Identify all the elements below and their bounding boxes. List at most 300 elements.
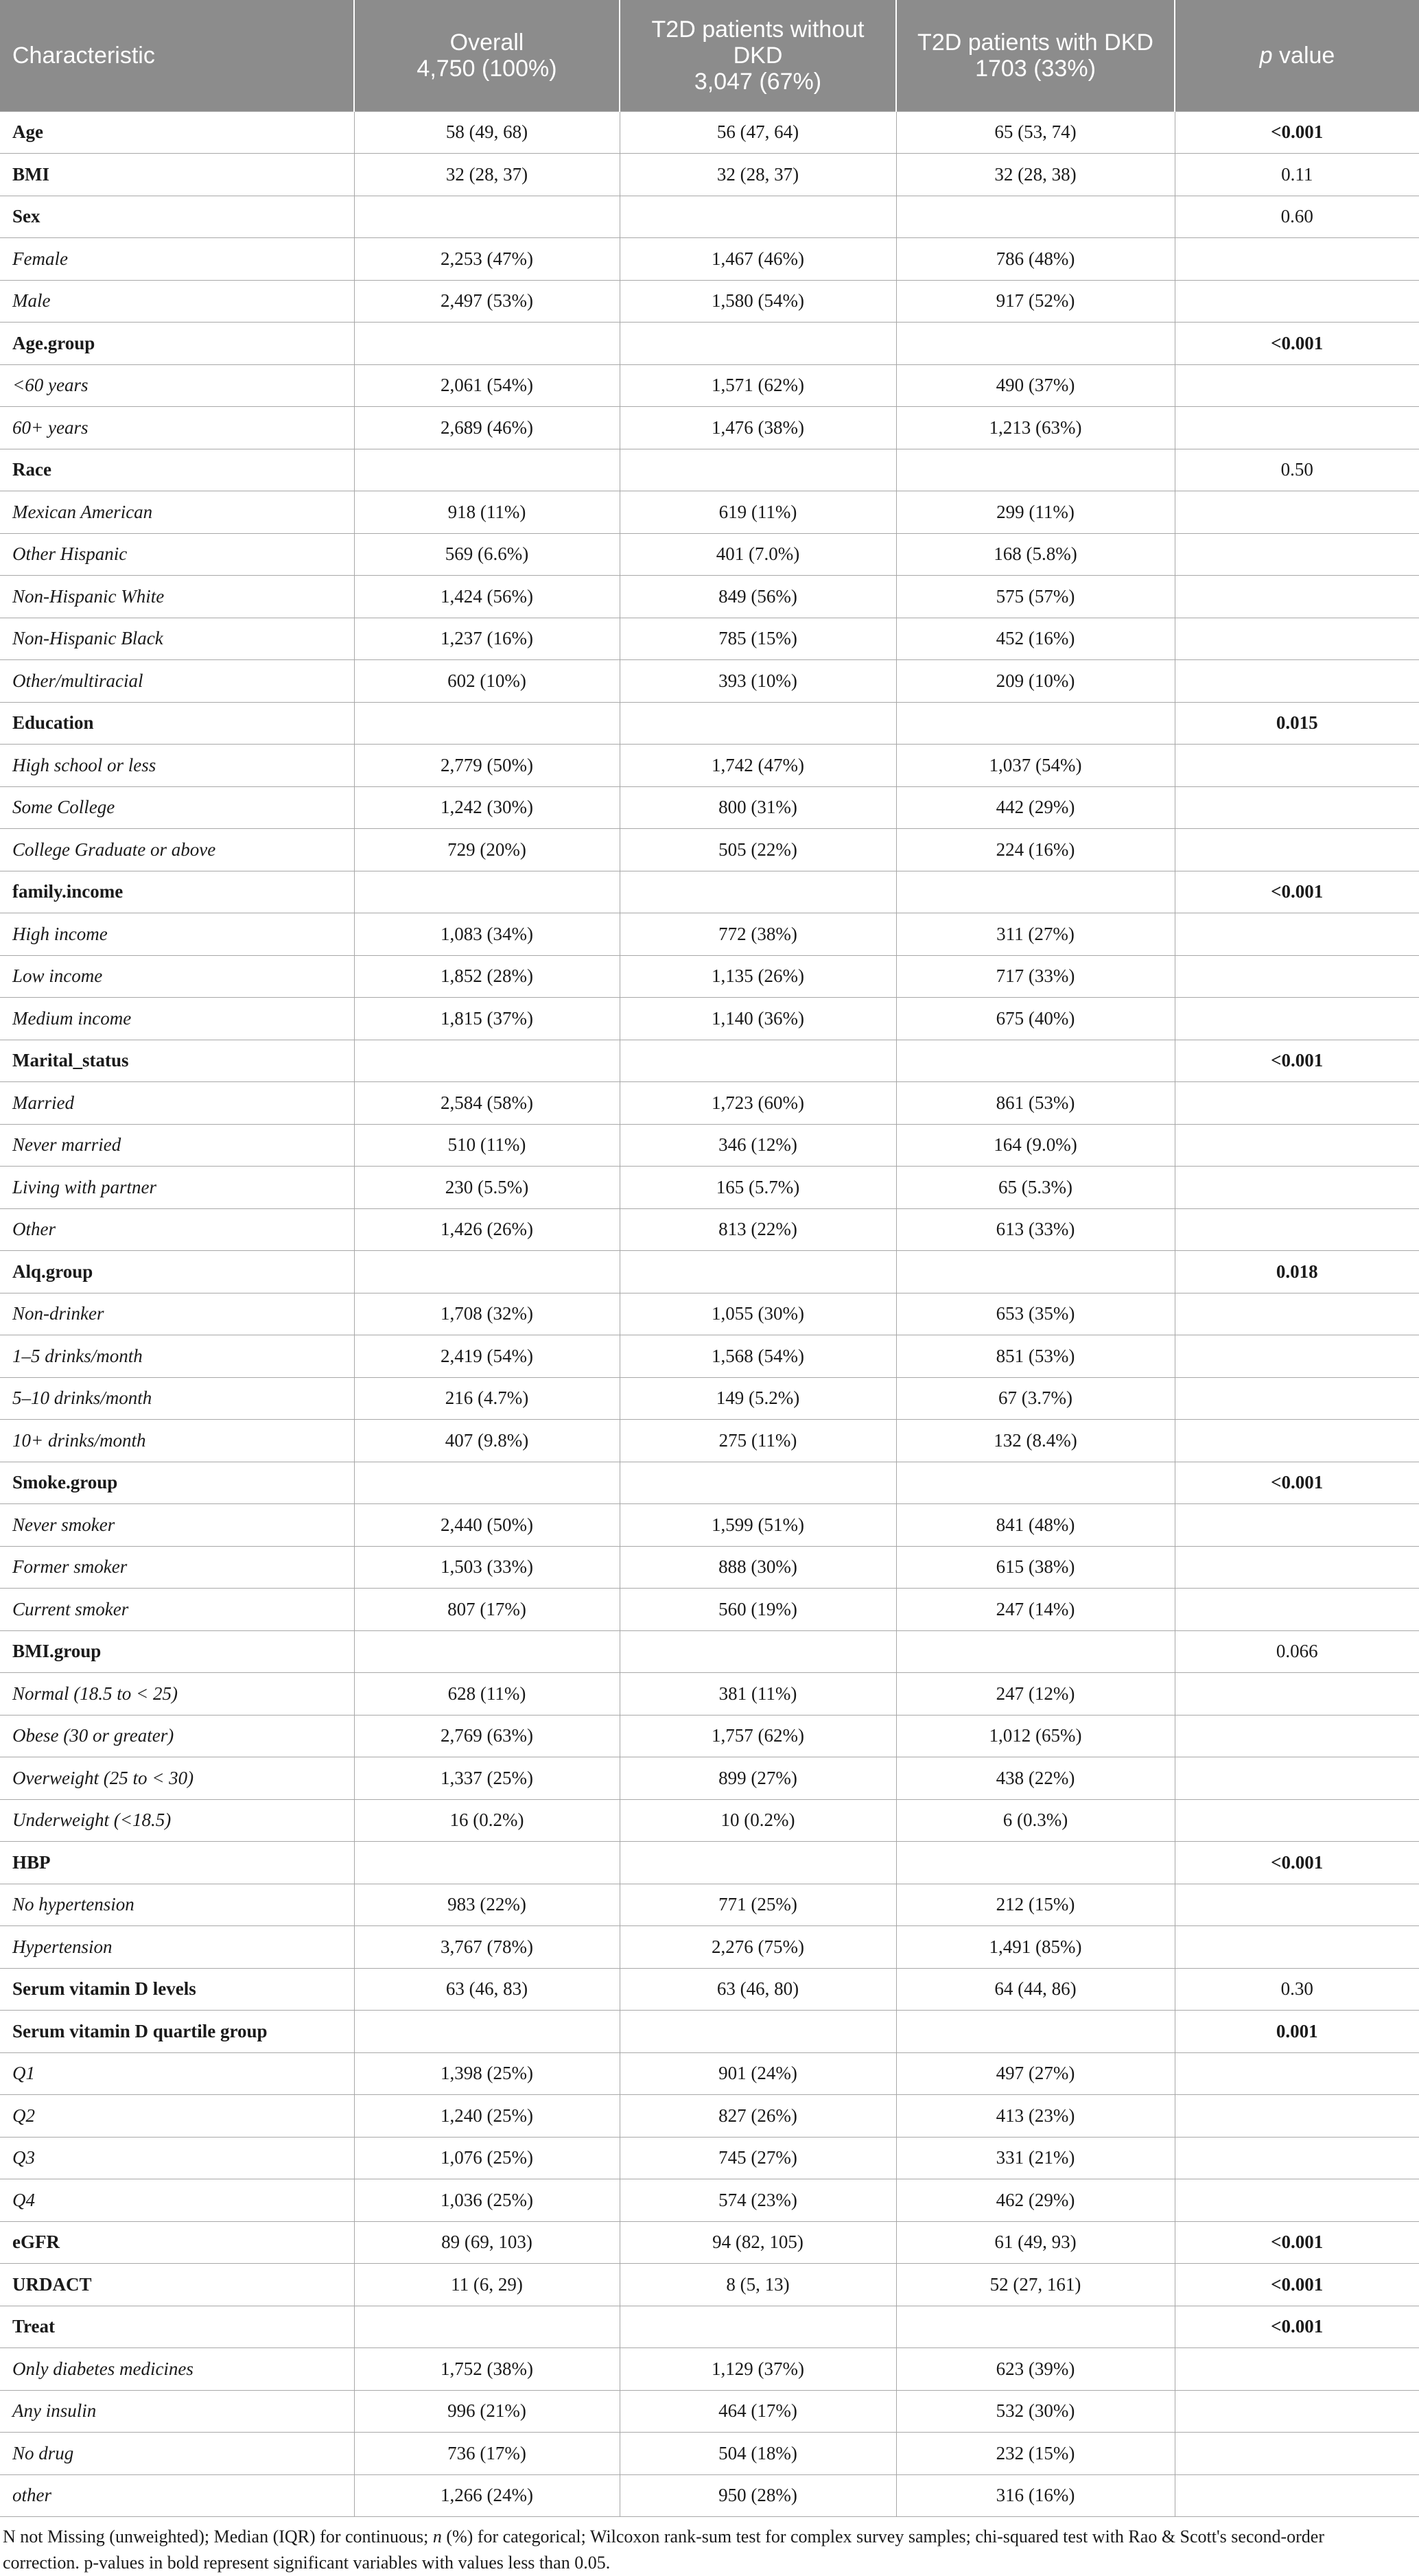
cell-without-dkd: 772 (38%)	[620, 913, 896, 956]
table-row	[0, 955, 1419, 998]
cell-p-value: <0.001	[1175, 2264, 1419, 2306]
table-row	[0, 1799, 1419, 1842]
cell-overall: 1,752 (38%)	[354, 2348, 620, 2391]
cell-p-value	[1175, 2433, 1419, 2475]
cell-without-dkd: 560 (19%)	[620, 1589, 896, 1631]
table-row	[0, 1884, 1419, 1926]
cell-without-dkd	[620, 2011, 896, 2053]
cell-with-dkd: 132 (8.4%)	[896, 1420, 1175, 1462]
cell-p-value	[1175, 2390, 1419, 2433]
table-body	[0, 111, 1419, 2517]
table-row	[0, 871, 1419, 913]
cell-overall: 2,253 (47%)	[354, 238, 620, 281]
cell-overall: 1,237 (16%)	[354, 618, 620, 660]
cell-with-dkd: 442 (29%)	[896, 786, 1175, 829]
cell-characteristic: High school or less	[0, 745, 354, 787]
cell-overall: 2,061 (54%)	[354, 364, 620, 407]
table-row	[0, 2137, 1419, 2179]
cell-without-dkd: 401 (7.0%)	[620, 533, 896, 576]
cell-with-dkd: 497 (27%)	[896, 2052, 1175, 2095]
cell-without-dkd: 785 (15%)	[620, 618, 896, 660]
table-row	[0, 1842, 1419, 1884]
cell-without-dkd: 1,568 (54%)	[620, 1335, 896, 1378]
header-overall: Overall 4,750 (100%)	[354, 0, 620, 111]
cell-p-value	[1175, 1884, 1419, 1926]
cell-overall: 58 (49, 68)	[354, 111, 620, 154]
cell-without-dkd	[620, 196, 896, 238]
cell-with-dkd	[896, 871, 1175, 913]
table-row	[0, 829, 1419, 871]
cell-p-value	[1175, 407, 1419, 449]
table-row	[0, 2348, 1419, 2391]
cell-characteristic: Some College	[0, 786, 354, 829]
cell-with-dkd: 164 (9.0%)	[896, 1124, 1175, 1167]
cell-overall: 1,852 (28%)	[354, 955, 620, 998]
cell-p-value: <0.001	[1175, 2221, 1419, 2264]
cell-with-dkd: 490 (37%)	[896, 364, 1175, 407]
cell-overall: 918 (11%)	[354, 491, 620, 534]
cell-overall: 1,503 (33%)	[354, 1546, 620, 1589]
cell-without-dkd: 1,757 (62%)	[620, 1715, 896, 1757]
cell-overall: 216 (4.7%)	[354, 1377, 620, 1420]
cell-with-dkd: 786 (48%)	[896, 238, 1175, 281]
table-row	[0, 1082, 1419, 1125]
cell-overall: 63 (46, 83)	[354, 1968, 620, 2011]
cell-characteristic: 10+ drinks/month	[0, 1420, 354, 1462]
cell-with-dkd	[896, 2011, 1175, 2053]
cell-without-dkd	[620, 1842, 896, 1884]
cell-without-dkd: 165 (5.7%)	[620, 1167, 896, 1209]
cell-characteristic: Q1	[0, 2052, 354, 2095]
cell-overall: 2,440 (50%)	[354, 1504, 620, 1547]
cell-p-value	[1175, 913, 1419, 956]
cell-characteristic: URDACT	[0, 2264, 354, 2306]
cell-without-dkd: 1,742 (47%)	[620, 745, 896, 787]
footnote-line-2: correction. p-values in bold represent significant variables with values less than 0.05.	[3, 2553, 611, 2573]
cell-without-dkd	[620, 1040, 896, 1082]
table-row	[0, 745, 1419, 787]
cell-without-dkd: 1,571 (62%)	[620, 364, 896, 407]
cell-without-dkd	[620, 1462, 896, 1504]
cell-characteristic: College Graduate or above	[0, 829, 354, 871]
cell-without-dkd: 800 (31%)	[620, 786, 896, 829]
cell-characteristic: 60+ years	[0, 407, 354, 449]
cell-with-dkd: 331 (21%)	[896, 2137, 1175, 2179]
table-row	[0, 280, 1419, 323]
cell-p-value: 0.066	[1175, 1630, 1419, 1673]
cell-overall	[354, 1251, 620, 1293]
cell-overall	[354, 2306, 620, 2348]
footnote-line-1: N not Missing (unweighted); Median (IQR) for continuous; n (%) for categorical; Wilcoxon rank-sum test for complex survey samples; chi-squared test with Rao & Scott's second-order	[3, 2527, 1324, 2546]
table-row	[0, 1673, 1419, 1716]
cell-characteristic: Obese (30 or greater)	[0, 1715, 354, 1757]
table-row	[0, 1377, 1419, 1420]
cell-p-value	[1175, 1124, 1419, 1167]
cell-characteristic: Other Hispanic	[0, 533, 354, 576]
cell-overall: 32 (28, 37)	[354, 154, 620, 196]
cell-characteristic: Education	[0, 702, 354, 745]
cell-with-dkd	[896, 1040, 1175, 1082]
cell-without-dkd: 888 (30%)	[620, 1546, 896, 1589]
table-row	[0, 1462, 1419, 1504]
table-row	[0, 913, 1419, 956]
cell-without-dkd: 381 (11%)	[620, 1673, 896, 1716]
cell-with-dkd: 675 (40%)	[896, 998, 1175, 1040]
cell-without-dkd: 393 (10%)	[620, 660, 896, 703]
cell-p-value	[1175, 2179, 1419, 2222]
cell-p-value	[1175, 2348, 1419, 2391]
cell-without-dkd	[620, 871, 896, 913]
cell-overall	[354, 449, 620, 491]
cell-p-value	[1175, 955, 1419, 998]
cell-without-dkd: 813 (22%)	[620, 1208, 896, 1251]
cell-with-dkd: 61 (49, 93)	[896, 2221, 1175, 2264]
cell-with-dkd	[896, 1251, 1175, 1293]
cell-overall: 407 (9.8%)	[354, 1420, 620, 1462]
cell-p-value	[1175, 1673, 1419, 1716]
cell-overall: 983 (22%)	[354, 1884, 620, 1926]
cell-with-dkd: 32 (28, 38)	[896, 154, 1175, 196]
cell-p-value	[1175, 745, 1419, 787]
header-without-dkd: T2D patients without DKD 3,047 (67%)	[620, 0, 896, 111]
table-row	[0, 1630, 1419, 1673]
cell-without-dkd: 950 (28%)	[620, 2474, 896, 2517]
cell-p-value	[1175, 1926, 1419, 1969]
cell-with-dkd	[896, 449, 1175, 491]
cell-without-dkd: 1,580 (54%)	[620, 280, 896, 323]
cell-without-dkd: 505 (22%)	[620, 829, 896, 871]
cell-characteristic: Mexican American	[0, 491, 354, 534]
cell-without-dkd: 464 (17%)	[620, 2390, 896, 2433]
cell-characteristic: No drug	[0, 2433, 354, 2475]
cell-overall: 807 (17%)	[354, 1589, 620, 1631]
cell-p-value	[1175, 998, 1419, 1040]
table-row	[0, 1251, 1419, 1293]
cell-p-value	[1175, 1335, 1419, 1378]
cell-characteristic: Race	[0, 449, 354, 491]
table-row	[0, 1420, 1419, 1462]
cell-p-value	[1175, 1589, 1419, 1631]
cell-overall: 2,769 (63%)	[354, 1715, 620, 1757]
cell-characteristic: Q2	[0, 2095, 354, 2138]
cell-overall: 1,240 (25%)	[354, 2095, 620, 2138]
cell-overall: 16 (0.2%)	[354, 1799, 620, 1842]
cell-without-dkd: 849 (56%)	[620, 576, 896, 618]
table-row	[0, 1335, 1419, 1378]
cell-without-dkd: 1,129 (37%)	[620, 2348, 896, 2391]
table-row	[0, 1757, 1419, 1800]
table-row	[0, 2221, 1419, 2264]
cell-without-dkd: 63 (46, 80)	[620, 1968, 896, 2011]
cell-p-value: <0.001	[1175, 111, 1419, 154]
cell-without-dkd: 1,476 (38%)	[620, 407, 896, 449]
cell-without-dkd	[620, 702, 896, 745]
cell-p-value	[1175, 2474, 1419, 2517]
cell-characteristic: 5–10 drinks/month	[0, 1377, 354, 1420]
cell-overall: 510 (11%)	[354, 1124, 620, 1167]
cell-with-dkd: 613 (33%)	[896, 1208, 1175, 1251]
table-row	[0, 449, 1419, 491]
cell-without-dkd	[620, 449, 896, 491]
table-row	[0, 364, 1419, 407]
cell-characteristic: Living with partner	[0, 1167, 354, 1209]
cell-without-dkd	[620, 2306, 896, 2348]
cell-p-value	[1175, 1757, 1419, 1800]
cell-p-value: 0.11	[1175, 154, 1419, 196]
table-row	[0, 1968, 1419, 2011]
table-row	[0, 702, 1419, 745]
cell-with-dkd: 717 (33%)	[896, 955, 1175, 998]
cell-overall: 602 (10%)	[354, 660, 620, 703]
cell-p-value	[1175, 1546, 1419, 1589]
table-row	[0, 618, 1419, 660]
cell-characteristic: Marital_status	[0, 1040, 354, 1082]
cell-with-dkd	[896, 1462, 1175, 1504]
cell-overall: 1,083 (34%)	[354, 913, 620, 956]
table-row	[0, 2433, 1419, 2475]
cell-characteristic: family.income	[0, 871, 354, 913]
cell-without-dkd: 827 (26%)	[620, 2095, 896, 2138]
cell-p-value	[1175, 491, 1419, 534]
cell-with-dkd: 1,491 (85%)	[896, 1926, 1175, 1969]
cell-characteristic: High income	[0, 913, 354, 956]
cell-overall: 569 (6.6%)	[354, 533, 620, 576]
cell-without-dkd: 504 (18%)	[620, 2433, 896, 2475]
cell-characteristic: Smoke.group	[0, 1462, 354, 1504]
cell-overall	[354, 871, 620, 913]
cell-characteristic: <60 years	[0, 364, 354, 407]
cell-p-value	[1175, 1504, 1419, 1547]
cell-with-dkd	[896, 323, 1175, 365]
cell-without-dkd: 901 (24%)	[620, 2052, 896, 2095]
cell-with-dkd: 438 (22%)	[896, 1757, 1175, 1800]
cell-characteristic: Serum vitamin D levels	[0, 1968, 354, 2011]
cell-p-value	[1175, 280, 1419, 323]
table-row	[0, 1926, 1419, 1969]
cell-characteristic: Former smoker	[0, 1546, 354, 1589]
cell-characteristic: Married	[0, 1082, 354, 1125]
cell-with-dkd: 316 (16%)	[896, 2474, 1175, 2517]
cell-with-dkd	[896, 196, 1175, 238]
table-row	[0, 2306, 1419, 2348]
cell-with-dkd	[896, 1630, 1175, 1673]
cell-without-dkd	[620, 323, 896, 365]
cell-characteristic: Female	[0, 238, 354, 281]
cell-p-value: <0.001	[1175, 1462, 1419, 1504]
table-row	[0, 111, 1419, 154]
cell-overall: 2,497 (53%)	[354, 280, 620, 323]
cell-without-dkd: 1,055 (30%)	[620, 1293, 896, 1335]
cell-p-value: <0.001	[1175, 323, 1419, 365]
table-row	[0, 1208, 1419, 1251]
cell-overall	[354, 2011, 620, 2053]
cell-without-dkd: 2,276 (75%)	[620, 1926, 896, 1969]
cell-with-dkd: 1,213 (63%)	[896, 407, 1175, 449]
cell-p-value: 0.60	[1175, 196, 1419, 238]
cell-overall: 1,426 (26%)	[354, 1208, 620, 1251]
cell-characteristic: Non-Hispanic White	[0, 576, 354, 618]
table-row	[0, 1589, 1419, 1631]
cell-overall: 1,815 (37%)	[354, 998, 620, 1040]
cell-without-dkd: 8 (5, 13)	[620, 2264, 896, 2306]
cell-p-value: 0.018	[1175, 1251, 1419, 1293]
table-row	[0, 998, 1419, 1040]
cell-p-value	[1175, 238, 1419, 281]
cell-characteristic: Q3	[0, 2137, 354, 2179]
table-row	[0, 1546, 1419, 1589]
cell-characteristic: Normal (18.5 to < 25)	[0, 1673, 354, 1716]
cell-p-value: 0.001	[1175, 2011, 1419, 2053]
cell-characteristic: Treat	[0, 2306, 354, 2348]
cell-overall	[354, 1462, 620, 1504]
table-row	[0, 786, 1419, 829]
cell-with-dkd: 212 (15%)	[896, 1884, 1175, 1926]
table-row	[0, 238, 1419, 281]
cell-characteristic: BMI	[0, 154, 354, 196]
cell-without-dkd: 574 (23%)	[620, 2179, 896, 2222]
cell-characteristic: Any insulin	[0, 2390, 354, 2433]
cell-overall	[354, 323, 620, 365]
cell-without-dkd: 745 (27%)	[620, 2137, 896, 2179]
cell-overall: 1,266 (24%)	[354, 2474, 620, 2517]
cell-with-dkd: 452 (16%)	[896, 618, 1175, 660]
cell-p-value: 0.30	[1175, 1968, 1419, 2011]
cell-characteristic: Male	[0, 280, 354, 323]
cell-p-value	[1175, 1377, 1419, 1420]
cell-characteristic: Low income	[0, 955, 354, 998]
cell-p-value	[1175, 1208, 1419, 1251]
header-characteristic: Characteristic	[0, 0, 354, 111]
cell-p-value	[1175, 618, 1419, 660]
cell-overall	[354, 1040, 620, 1082]
cell-with-dkd: 247 (14%)	[896, 1589, 1175, 1631]
cell-characteristic: Non-drinker	[0, 1293, 354, 1335]
cell-without-dkd: 149 (5.2%)	[620, 1377, 896, 1420]
cell-p-value: <0.001	[1175, 2306, 1419, 2348]
cell-p-value	[1175, 660, 1419, 703]
cell-with-dkd: 67 (3.7%)	[896, 1377, 1175, 1420]
cell-p-value	[1175, 1082, 1419, 1125]
cell-characteristic: Sex	[0, 196, 354, 238]
cell-overall: 230 (5.5%)	[354, 1167, 620, 1209]
cell-p-value: 0.50	[1175, 449, 1419, 491]
cell-characteristic: Serum vitamin D quartile group	[0, 2011, 354, 2053]
table-row	[0, 2179, 1419, 2222]
cell-p-value	[1175, 1293, 1419, 1335]
cell-with-dkd: 232 (15%)	[896, 2433, 1175, 2475]
cell-without-dkd: 1,723 (60%)	[620, 1082, 896, 1125]
cell-overall: 89 (69, 103)	[354, 2221, 620, 2264]
cell-with-dkd: 52 (27, 161)	[896, 2264, 1175, 2306]
cell-characteristic: BMI.group	[0, 1630, 354, 1673]
table-row	[0, 660, 1419, 703]
cell-p-value	[1175, 2052, 1419, 2095]
table-row	[0, 1167, 1419, 1209]
cell-with-dkd: 1,012 (65%)	[896, 1715, 1175, 1757]
cell-p-value	[1175, 786, 1419, 829]
cell-without-dkd: 10 (0.2%)	[620, 1799, 896, 1842]
cell-p-value	[1175, 2095, 1419, 2138]
cell-characteristic: Never married	[0, 1124, 354, 1167]
cell-with-dkd: 209 (10%)	[896, 660, 1175, 703]
cell-overall: 1,398 (25%)	[354, 2052, 620, 2095]
cell-p-value	[1175, 1420, 1419, 1462]
table-row	[0, 2011, 1419, 2053]
header-with-dkd: T2D patients with DKD 1703 (33%)	[896, 0, 1175, 111]
table-row	[0, 2095, 1419, 2138]
cell-overall: 729 (20%)	[354, 829, 620, 871]
cell-overall: 1,337 (25%)	[354, 1757, 620, 1800]
cell-without-dkd: 275 (11%)	[620, 1420, 896, 1462]
cell-with-dkd: 224 (16%)	[896, 829, 1175, 871]
table-row	[0, 2264, 1419, 2306]
table-row	[0, 1293, 1419, 1335]
cell-with-dkd: 575 (57%)	[896, 576, 1175, 618]
table-header-row	[0, 0, 1419, 111]
cell-p-value	[1175, 576, 1419, 618]
cell-characteristic: Never smoker	[0, 1504, 354, 1547]
cell-overall: 2,689 (46%)	[354, 407, 620, 449]
cell-p-value: <0.001	[1175, 871, 1419, 913]
cell-overall: 1,424 (56%)	[354, 576, 620, 618]
cell-with-dkd: 65 (5.3%)	[896, 1167, 1175, 1209]
cell-with-dkd: 64 (44, 86)	[896, 1968, 1175, 2011]
cell-overall: 1,708 (32%)	[354, 1293, 620, 1335]
cell-overall: 2,584 (58%)	[354, 1082, 620, 1125]
cell-characteristic: Non-Hispanic Black	[0, 618, 354, 660]
cell-characteristic: Underweight (<18.5)	[0, 1799, 354, 1842]
cell-p-value	[1175, 533, 1419, 576]
cell-overall	[354, 1842, 620, 1884]
cell-p-value	[1175, 1715, 1419, 1757]
cell-without-dkd: 94 (82, 105)	[620, 2221, 896, 2264]
cell-with-dkd: 413 (23%)	[896, 2095, 1175, 2138]
table-row	[0, 1715, 1419, 1757]
table-row	[0, 491, 1419, 534]
cell-with-dkd: 462 (29%)	[896, 2179, 1175, 2222]
cell-characteristic: Alq.group	[0, 1251, 354, 1293]
cell-p-value: 0.015	[1175, 702, 1419, 745]
table-row	[0, 407, 1419, 449]
cell-overall	[354, 196, 620, 238]
table-row	[0, 323, 1419, 365]
cell-without-dkd: 56 (47, 64)	[620, 111, 896, 154]
table-row	[0, 2052, 1419, 2095]
table-row	[0, 576, 1419, 618]
cell-characteristic: Current smoker	[0, 1589, 354, 1631]
cell-overall: 996 (21%)	[354, 2390, 620, 2433]
cell-without-dkd	[620, 1630, 896, 1673]
cell-with-dkd: 311 (27%)	[896, 913, 1175, 956]
cell-with-dkd: 917 (52%)	[896, 280, 1175, 323]
cell-characteristic: Age	[0, 111, 354, 154]
cell-without-dkd: 32 (28, 37)	[620, 154, 896, 196]
cell-characteristic: 1–5 drinks/month	[0, 1335, 354, 1378]
cell-overall: 1,242 (30%)	[354, 786, 620, 829]
cell-p-value: <0.001	[1175, 1842, 1419, 1884]
cell-with-dkd: 168 (5.8%)	[896, 533, 1175, 576]
cell-with-dkd	[896, 702, 1175, 745]
cell-overall: 736 (17%)	[354, 2433, 620, 2475]
cell-without-dkd	[620, 1251, 896, 1293]
cell-with-dkd: 851 (53%)	[896, 1335, 1175, 1378]
header-p-value: p value	[1175, 0, 1419, 111]
cell-overall	[354, 702, 620, 745]
cell-without-dkd: 1,467 (46%)	[620, 238, 896, 281]
cell-with-dkd: 615 (38%)	[896, 1546, 1175, 1589]
cell-characteristic: Hypertension	[0, 1926, 354, 1969]
cell-characteristic: Overweight (25 to < 30)	[0, 1757, 354, 1800]
